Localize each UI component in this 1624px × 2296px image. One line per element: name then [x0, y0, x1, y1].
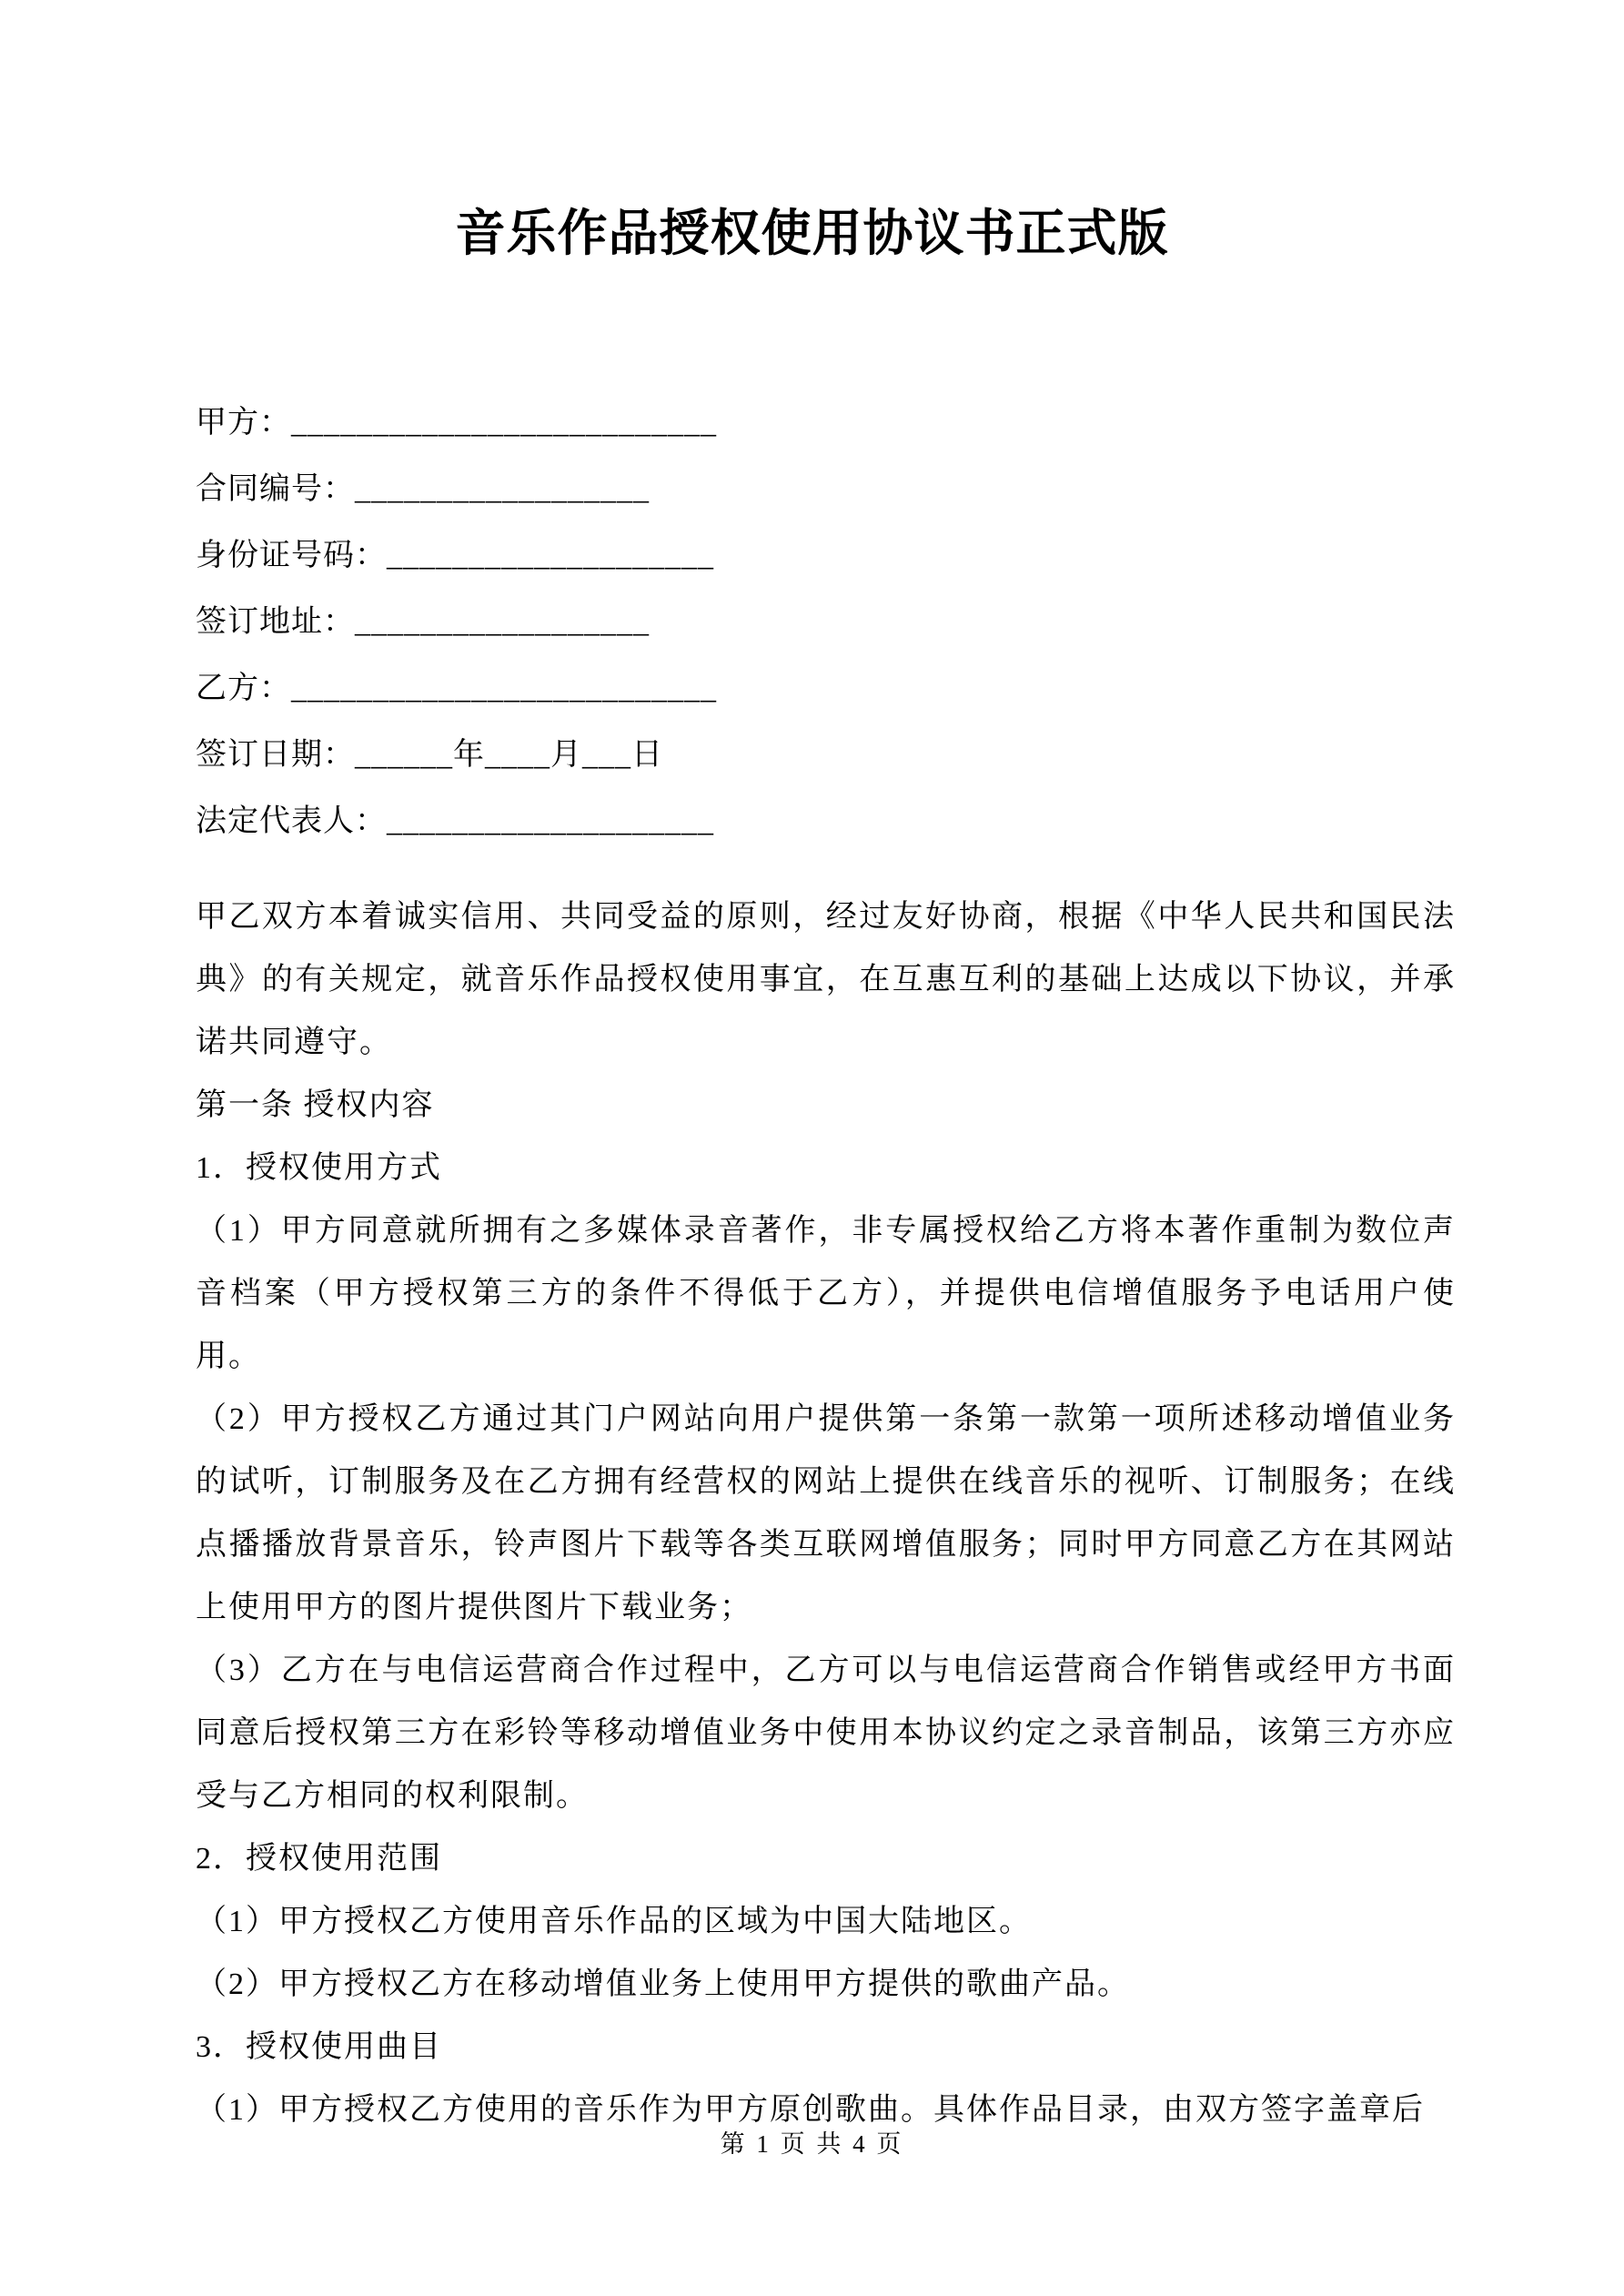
heading-clause-1: 1．授权使用方式: [196, 1151, 442, 1185]
document-title: 音乐作品授权使用协议书正式版: [455, 206, 1169, 261]
field-id-number-blank: ____________________: [387, 539, 714, 572]
field-party-b-label: 乙方：: [196, 672, 291, 705]
field-party-a-label: 甲方：: [196, 406, 291, 440]
field-contract-number-label: 合同编号：: [196, 472, 355, 506]
contract-header-fields: [196, 389, 1624, 855]
paragraph-clause-1-item-2: （2）甲方授权乙方通过其门户网站向用户提供第一条第一款第一项所述移动增值业务的试听，订制服务及在乙方拥有经营权的网站上提供在线音乐的视听、订制服务；在线点播播放背景音乐，铃声图片下载等各类互联网增值服务；同时甲方同意乙方在其网站上使用甲方的图片提供图片下载业务；: [196, 1402, 1456, 1624]
field-party-a-blank: __________________________: [291, 406, 717, 440]
field-contract-number: [196, 456, 1624, 522]
field-party-b: [196, 655, 1624, 722]
paragraph-preamble: 甲乙双方本着诚实信用、共同受益的原则，经过友好协商，根据《中华人民共和国民法典》的有关规定，就音乐作品授权使用事宜，在互惠互利的基础上达成以下协议，并承诺共同遵守。: [196, 900, 1456, 1059]
paragraph-clause-2-item-1: （1）甲方授权乙方使用音乐作品的区域为中国大陆地区。: [196, 1905, 1032, 1938]
field-sign-date-year-blank: ______: [355, 738, 453, 772]
paragraph-clause-1-item-3: （3）乙方在与电信运营商合作过程中，乙方可以与电信运营商合作销售或经甲方书面同意后授权第三方在彩铃等移动增值业务中使用本协议约定之录音制品，该第三方亦应受与乙方相同的权利限制。: [196, 1654, 1456, 1813]
field-legal-representative-blank: ____________________: [387, 804, 714, 838]
paragraph-clause-1-item-1: （1）甲方同意就所拥有之多媒体录音著作，非专属授权给乙方将本著作重制为数位声音档案（甲方授权第三方的条件不得低于乙方），并提供电信增值服务予电话用户使用。: [196, 1214, 1456, 1373]
field-contract-number-blank: __________________: [355, 472, 650, 506]
field-id-number-label: 身份证号码：: [196, 539, 387, 572]
field-sign-date-day-blank: ___: [582, 738, 631, 772]
field-sign-address-blank: __________________: [355, 605, 650, 639]
field-sign-date-label: 签订日期：: [196, 738, 355, 772]
field-sign-address-label: 签订地址：: [196, 605, 355, 639]
heading-article-1: 第一条 授权内容: [196, 1088, 435, 1122]
contract-body: [0, 885, 1624, 2141]
paragraph-clause-3-item-1: （1）甲方授权乙方使用的音乐作为甲方原创歌曲。具体作品目录，由双方签字盖章后: [196, 2093, 1425, 2127]
field-sign-date-month-suffix: 月: [550, 738, 582, 772]
page-number: 第 1 页 共 4 页: [720, 2130, 904, 2158]
heading-clause-2: 2．授权使用范围: [196, 1842, 442, 1876]
field-sign-date: [196, 722, 1624, 788]
field-sign-date-day-suffix: 日: [631, 738, 663, 772]
field-legal-representative: [196, 788, 1624, 855]
heading-clause-3: 3．授权使用曲目: [196, 2030, 442, 2064]
field-sign-date-year-suffix: 年: [453, 738, 485, 772]
field-sign-address: [196, 589, 1624, 655]
field-sign-date-month-blank: ____: [485, 738, 550, 772]
field-party-a: [196, 389, 1624, 456]
field-id-number: [196, 522, 1624, 589]
field-party-b-blank: __________________________: [291, 672, 717, 705]
paragraph-clause-2-item-2: （2）甲方授权乙方在移动增值业务上使用甲方提供的歌曲产品。: [196, 1967, 1130, 2001]
field-legal-representative-label: 法定代表人：: [196, 804, 387, 838]
